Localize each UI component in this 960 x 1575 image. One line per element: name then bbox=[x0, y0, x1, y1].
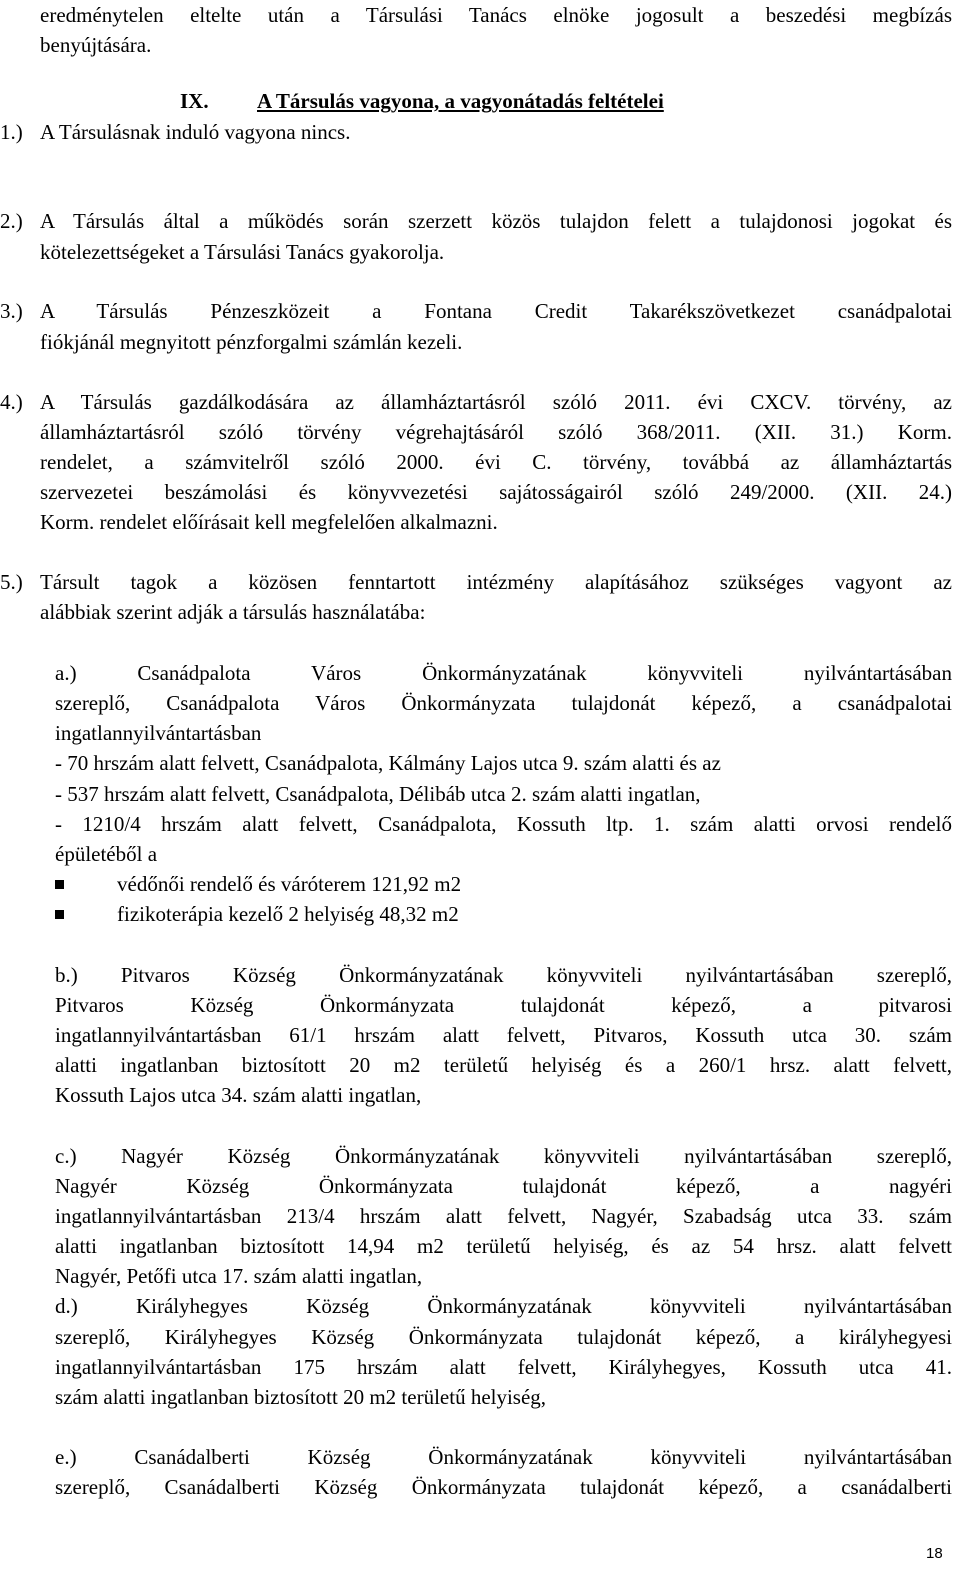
item-c-line: Nagyér, Petőfi utca 17. szám alatti ingatlan, bbox=[55, 1264, 423, 1288]
item-d-line: ingatlannyilvántartásban 175 hrszám alatt felvett, Királyhegyes, Kossuth utca 41. bbox=[55, 1355, 952, 1379]
section-title: A Társulás vagyona, a vagyonátadás feltételei bbox=[257, 89, 664, 113]
paragraph-line: fiókjánál megnyitott pénzforgalmi számlán kezeli. bbox=[40, 330, 463, 354]
paragraph-number: 5.) bbox=[0, 570, 23, 594]
item-b-line: Pitvaros Község Önkormányzata tulajdonát képező, a pitvarosi bbox=[55, 993, 952, 1017]
paragraph-number: 1.) bbox=[0, 120, 23, 144]
section-heading bbox=[180, 86, 664, 116]
bullet-item: védőnői rendelő és váróterem 121,92 m2 bbox=[117, 872, 462, 896]
item-a-line: - 1210/4 hrszám alatt felvett, Csanádpalota, Kossuth ltp. 1. szám alatti orvosi rendelő bbox=[55, 812, 952, 836]
paragraph-line: A Társulásnak induló vagyona nincs. bbox=[40, 120, 351, 144]
item-e-line: szereplő, Csanádalberti Község Önkormányzata tulajdonát képező, a csanádalberti bbox=[55, 1475, 952, 1499]
paragraph-line: alábbiak szerint adják a társulás használatába: bbox=[40, 600, 426, 624]
item-b-line: alatti ingatlanban biztosított 20 m2 területű helyiség és a 260/1 hrsz. alatt felvett, bbox=[55, 1053, 952, 1077]
item-a-line: - 70 hrszám alatt felvett, Csanádpalota, Kálmány Lajos utca 9. szám alatti és az bbox=[55, 751, 721, 775]
intro-line: eredménytelen eltelte után a Társulási Tanács elnöke jogosult a beszedési megbízás bbox=[40, 3, 952, 27]
item-d-line: szereplő, Királyhegyes Község Önkormányzata tulajdonát képező, a királyhegyesi bbox=[55, 1325, 952, 1349]
item-c-line: alatti ingatlanban biztosított 14,94 m2 területű helyiség, és az 54 hrsz. alatt felvett bbox=[55, 1234, 952, 1258]
item-e-line: e.) Csanádalberti Község Önkormányzatának könyvviteli nyilvántartásában bbox=[55, 1445, 952, 1469]
item-c-line: c.) Nagyér Község Önkormányzatának könyvviteli nyilvántartásában szereplő, bbox=[55, 1144, 952, 1168]
bullet-item: fizikoterápia kezelő 2 helyiség 48,32 m2 bbox=[117, 902, 459, 926]
item-b-line: Kossuth Lajos utca 34. szám alatti ingatlan, bbox=[55, 1083, 422, 1107]
item-c-line: Nagyér Község Önkormányzata tulajdonát képező, a nagyéri bbox=[55, 1174, 952, 1198]
item-a-line: - 537 hrszám alatt felvett, Csanádpalota, Délibáb utca 2. szám alatti ingatlan, bbox=[55, 782, 701, 806]
paragraph-line: államháztartásról szóló törvény végrehajtásáról szóló 368/2011. (XII. 31.) Korm. bbox=[40, 420, 952, 444]
item-b-line: ingatlannyilvántartásban 61/1 hrszám alatt felvett, Pitvaros, Kossuth utca 30. szám bbox=[55, 1023, 952, 1047]
item-a-line: szereplő, Csanádpalota Város Önkormányzata tulajdonát képező, a csanádpalotai bbox=[55, 691, 952, 715]
paragraph-line: A Társulás gazdálkodására az államháztartásról szóló 2011. évi CXCV. törvény, az bbox=[40, 390, 952, 414]
page-number: 18 bbox=[926, 1545, 943, 1562]
paragraph-line: Korm. rendelet előírásait kell megfelelően alkalmazni. bbox=[40, 510, 498, 534]
bullet-square-icon bbox=[55, 910, 64, 919]
paragraph-line: A Társulás által a működés során szerzett közös tulajdon felett a tulajdonosi jogokat és bbox=[40, 209, 952, 233]
paragraph-line: A Társulás Pénzeszközeit a Fontana Credit Takarékszövetkezet csanádpalotai bbox=[40, 299, 952, 323]
bullet-square-icon bbox=[55, 880, 64, 889]
paragraph-line: szervezetei beszámolási és könyvvezetési sajátosságairól szóló 249/2000. (XII. 24.) bbox=[40, 480, 952, 504]
paragraph-number: 4.) bbox=[0, 390, 23, 414]
item-c-line: ingatlannyilvántartásban 213/4 hrszám alatt felvett, Nagyér, Szabadság utca 33. szám bbox=[55, 1204, 952, 1228]
paragraph-number: 2.) bbox=[0, 209, 23, 233]
item-d-line: szám alatti ingatlanban biztosított 20 m2 területű helyiség, bbox=[55, 1385, 547, 1409]
paragraph-line: kötelezettségeket a Társulási Tanács gyakorolja. bbox=[40, 240, 445, 264]
section-number: IX. bbox=[180, 89, 209, 113]
item-d-line: d.) Királyhegyes Község Önkormányzatának könyvviteli nyilvántartásában bbox=[55, 1294, 952, 1318]
item-a-line: épületéből a bbox=[55, 842, 158, 866]
item-a-line: a.) Csanádpalota Város Önkormányzatának könyvviteli nyilvántartásában bbox=[55, 661, 952, 685]
paragraph-line: rendelet, a számvitelről szóló 2000. évi C. törvény, továbbá az államháztartás bbox=[40, 450, 952, 474]
paragraph-number: 3.) bbox=[0, 299, 23, 323]
item-b-line: b.) Pitvaros Község Önkormányzatának könyvviteli nyilvántartásában szereplő, bbox=[55, 963, 952, 987]
paragraph-line: Társult tagok a közösen fenntartott intézmény alapításához szükséges vagyont az bbox=[40, 570, 952, 594]
item-a-line: ingatlannyilvántartásban bbox=[55, 721, 262, 745]
intro-line: benyújtására. bbox=[40, 33, 152, 57]
